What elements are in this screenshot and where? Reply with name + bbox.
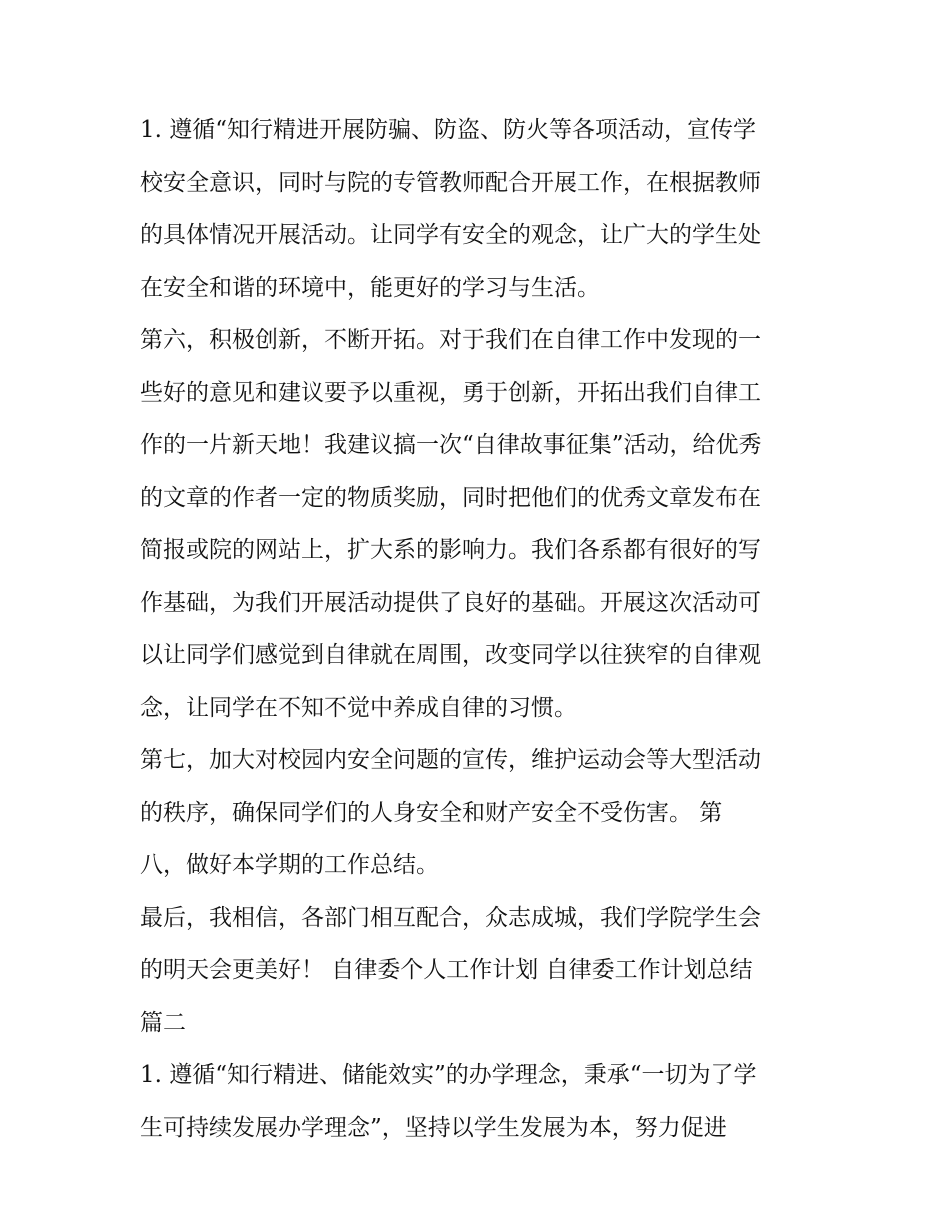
text-line: 校安全意识，同时与院的专管教师配合开展工作，在根据教师 (140, 169, 761, 196)
text-line: 第六，积极创新，不断开拓。对于我们在自律工作中发现的一 (140, 327, 761, 353)
text-line: 在安全和谐的环境中，能更好的学习与生活。 (140, 274, 600, 301)
text-line: 1. 遵循“知行精进开展防骗、防盗、防火等各项活动，宣传学 (140, 117, 757, 143)
text-line: 的具体情况开展活动。让同学有安全的观念，让广大的学生处 (140, 222, 761, 248)
text-line: 1. 遵循“知行精进、储能效实”的办学理念，秉承“一切为了学 (140, 1062, 757, 1088)
document-body (140, 104, 812, 1154)
text-line: 最后，我相信，各部门相互配合，众志成城，我们学院学生会 (140, 904, 761, 931)
text-line: 以让同学们感觉到自律就在周围，改变同学以往狭窄的自律观 (140, 642, 761, 668)
text-line: 些好的意见和建议要予以重视，勇于创新，开拓出我们自律工 (140, 379, 761, 406)
text-line: 八，做好本学期的工作总结。 (140, 852, 439, 878)
text-line: 简报或院的网站上，扩大系的影响力。我们各系都有很好的写 (140, 537, 761, 563)
text-line: 的文章的作者一定的物质奖励，同时把他们的优秀文章发布在 (140, 484, 761, 511)
text-line: 作的一片新天地！我建议搞一次“自律故事征集”活动，给优秀 (140, 432, 762, 458)
text-line: 作基础，为我们开展活动提供了良好的基础。开展这次活动可 (140, 589, 761, 616)
text-line: 生可持续发展办学理念”，坚持以学生发展为本，努力促进 (140, 1114, 727, 1141)
text-line: 念，让同学在不知不觉中养成自律的习惯。 (140, 694, 577, 721)
text-line: 的明天会更美好！ 自律委个人工作计划 自律委工作计划总结 (140, 957, 753, 983)
text-line: 的秩序，确保同学们的人身安全和财产安全不受伤害。 第 (140, 799, 723, 826)
text-line: 篇二 (140, 1009, 186, 1036)
text-line: 第七，加大对校园内安全问题的宣传，维护运动会等大型活动 (140, 747, 761, 773)
